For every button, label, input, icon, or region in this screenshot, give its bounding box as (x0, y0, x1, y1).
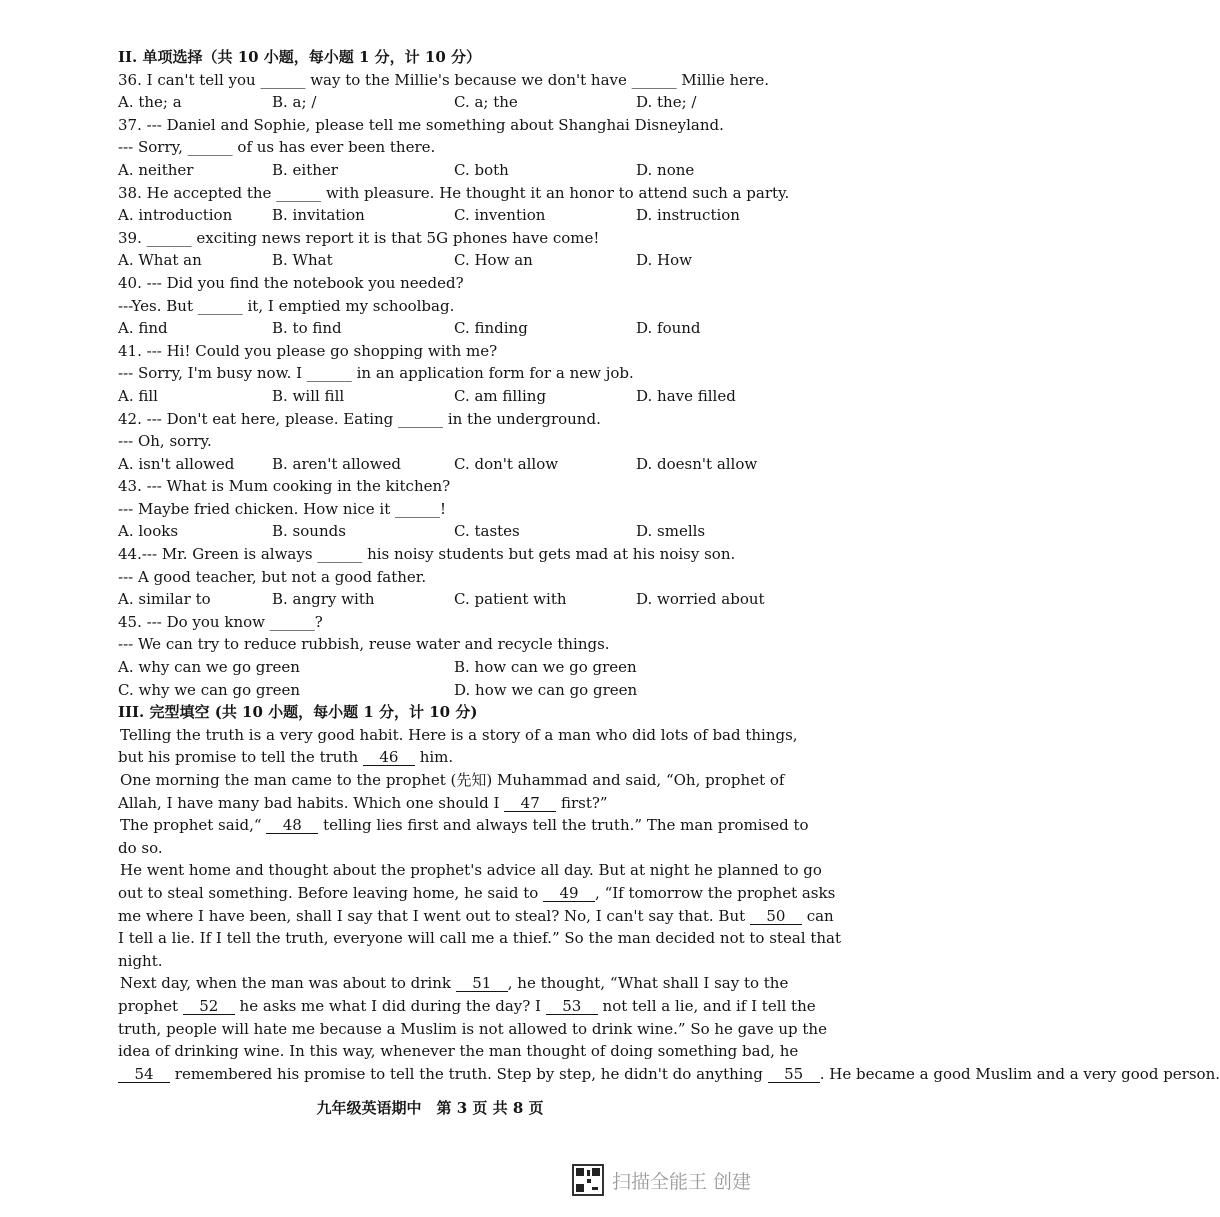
answer-options (118, 159, 788, 182)
cloze-line (118, 837, 788, 860)
cloze-blank-54[interactable]: 54 (118, 1066, 170, 1083)
cloze-line (118, 905, 834, 928)
question-stem: 37. --- Daniel and Sophie, please tell me something about Shanghai Disneyland. (118, 115, 724, 134)
answer-option[interactable]: B. angry with (272, 590, 375, 609)
cloze-line (118, 1018, 827, 1041)
answer-option[interactable]: D. worried about (636, 590, 765, 609)
answer-option[interactable]: D. how we can go green (454, 680, 638, 699)
cloze-text: first?” (560, 793, 608, 812)
answer-option[interactable]: A. introduction (118, 206, 233, 225)
cloze-line (118, 927, 841, 950)
watermark-text: 扫描全能王 创建 (612, 1170, 752, 1193)
cloze-text: idea of drinking wine. In this way, whenever the man thought of doing something bad, he (118, 1042, 799, 1061)
question-37 (118, 114, 788, 182)
cloze-blank-48[interactable]: 48 (266, 817, 318, 834)
cloze-text: remembered his promise to tell the truth. Step by step, he didn't do anything (174, 1064, 763, 1083)
answer-option[interactable]: C. don't allow (454, 454, 559, 473)
cloze-line (118, 1040, 799, 1063)
question-dialogue-line: --- A good teacher, but not a good father. (118, 567, 427, 586)
question-dialogue-line: --- Maybe fried chicken. How nice it ______! (118, 499, 447, 518)
cloze-text: can (806, 906, 834, 925)
cloze-blank-55[interactable]: 55 (768, 1066, 820, 1083)
answer-option[interactable]: D. doesn't allow (636, 454, 758, 473)
answer-option[interactable]: D. smells (636, 522, 706, 541)
answer-option[interactable]: A. find (118, 319, 168, 338)
answer-option[interactable]: C. am filling (454, 386, 547, 405)
cloze-text: prophet (118, 996, 178, 1015)
section-ii-title: II. 单项选择（共 10 小题，每小题 1 分，计 10 分） (118, 48, 481, 66)
answer-options (118, 385, 788, 408)
answer-option[interactable]: A. the; a (118, 93, 182, 112)
answer-option[interactable]: B. aren't allowed (272, 454, 402, 473)
answer-option[interactable]: C. invention (454, 206, 546, 225)
cloze-line (118, 769, 788, 792)
answer-option-row (118, 679, 788, 702)
question-36 (118, 69, 788, 114)
cloze-blank-51[interactable]: 51 (456, 975, 508, 992)
cloze-text: , “If tomorrow the prophet asks (595, 883, 836, 902)
cloze-blank-53[interactable]: 53 (546, 998, 598, 1015)
cloze-blank-50[interactable]: 50 (750, 908, 802, 925)
cloze-text: telling lies first and always tell the truth.” The man promised to (323, 816, 809, 835)
question-stem: 44.--- Mr. Green is always ______ his noisy students but gets mad at his noisy son. (118, 545, 736, 564)
cloze-text: he asks me what I did during the day? I (239, 996, 541, 1015)
cloze-text: but his promise to tell the truth (118, 748, 359, 767)
question-stem: 43. --- What is Mum cooking in the kitchen? (118, 477, 451, 496)
answer-option[interactable]: B. how can we go green (454, 658, 637, 677)
question-stem: 45. --- Do you know ______? (118, 612, 323, 631)
question-42 (118, 408, 788, 476)
cloze-passage (118, 724, 1220, 1086)
answer-option[interactable]: B. a; / (272, 93, 317, 112)
answer-option[interactable]: C. why we can go green (118, 680, 301, 699)
answer-option[interactable]: A. What an (118, 251, 202, 270)
cloze-line (118, 1063, 1220, 1086)
cloze-line (118, 859, 822, 882)
question-stem: 41. --- Hi! Could you please go shopping with me? (118, 341, 498, 360)
cloze-line (118, 746, 788, 769)
cloze-text: He went home and thought about the prophet's advice all day. But at night he planned to go (120, 861, 822, 880)
question-stem: 39. ______ exciting news report it is that 5G phones have come! (118, 228, 600, 247)
answer-option[interactable]: A. why can we go green (118, 658, 300, 677)
answer-option[interactable]: D. have filled (636, 386, 736, 405)
cloze-line (118, 724, 798, 747)
question-stem: 36. I can't tell you ______ way to the Millie's because we don't have ______ Millie here. (118, 70, 769, 89)
question-stem: 42. --- Don't eat here, please. Eating ______ in the underground. (118, 409, 601, 428)
question-43 (118, 475, 788, 543)
answer-option[interactable]: B. sounds (272, 522, 346, 541)
cloze-text: , he thought, “What shall I say to the (507, 974, 789, 993)
question-44 (118, 543, 788, 611)
cloze-blank-47[interactable]: 47 (504, 795, 556, 812)
cloze-text: night. (118, 951, 163, 970)
cloze-text: I tell a lie. If I tell the truth, everyone will call me a thief.” So the man decided not to steal that (118, 929, 841, 948)
cloze-text: Allah, I have many bad habits. Which one should I (118, 793, 500, 812)
cloze-blank-46[interactable]: 46 (363, 749, 415, 766)
answer-option[interactable]: A. looks (118, 522, 179, 541)
scanner-watermark (572, 1163, 751, 1197)
answer-option[interactable]: A. similar to (118, 590, 211, 609)
answer-options (118, 91, 788, 114)
answer-option[interactable]: A. neither (118, 160, 194, 179)
cloze-text: do so. (118, 838, 163, 857)
cloze-blank-49[interactable]: 49 (543, 885, 595, 902)
question-stem: 40. --- Did you find the notebook you needed? (118, 273, 464, 292)
answer-options (118, 520, 788, 543)
answer-options (118, 204, 788, 227)
answer-options (118, 588, 788, 611)
cloze-text: him. (419, 748, 454, 767)
answer-options (118, 453, 788, 476)
cloze-text: He became a good Muslim and a very good person. (829, 1064, 1220, 1083)
answer-option-row (118, 656, 788, 679)
cloze-text: . (819, 1064, 825, 1083)
answer-option[interactable]: D. instruction (636, 206, 740, 225)
answer-option[interactable]: A. fill (118, 386, 158, 405)
answer-option[interactable]: C. a; the (454, 93, 518, 112)
answer-option[interactable]: C. finding (454, 319, 528, 338)
answer-option[interactable]: D. none (636, 160, 695, 179)
answer-option[interactable]: B. invitation (272, 206, 365, 225)
answer-option[interactable]: C. patient with (454, 590, 567, 609)
answer-option[interactable]: B. to find (272, 319, 342, 338)
question-dialogue-line: ---Yes. But ______ it, I emptied my schoolbag. (118, 296, 455, 315)
question-list (118, 69, 788, 702)
cloze-line (118, 882, 836, 905)
answer-option[interactable]: D. How (636, 251, 692, 270)
cloze-text: me where I have been, shall I say that I went out to steal? No, I can't say that. But (118, 906, 746, 925)
cloze-line (118, 972, 788, 995)
question-dialogue-line: --- Oh, sorry. (118, 432, 212, 451)
cloze-text: The prophet said,“ (120, 816, 262, 835)
answer-options (118, 249, 788, 272)
question-45 (118, 611, 788, 701)
section-iii-title: III. 完型填空 (共 10 小题，每小题 1 分，计 10 分) (118, 703, 478, 722)
answer-options (118, 317, 788, 340)
cloze-line (118, 792, 788, 815)
answer-option[interactable]: D. the; / (636, 93, 697, 112)
answer-option[interactable]: C. tastes (454, 522, 520, 541)
answer-option[interactable]: D. found (636, 319, 701, 338)
question-dialogue-line: --- We can try to reduce rubbish, reuse water and recycle things. (118, 635, 610, 654)
question-39 (118, 227, 788, 272)
cloze-text: Next day, when the man was about to drink (120, 974, 451, 993)
question-stem: 38. He accepted the ______ with pleasure. He thought it an honor to attend such a party. (118, 183, 790, 202)
answer-option[interactable]: C. both (454, 160, 509, 179)
question-38 (118, 182, 788, 227)
qr-code-icon (572, 1164, 604, 1196)
answer-option[interactable]: B. either (272, 160, 338, 179)
question-41 (118, 340, 788, 408)
question-dialogue-line: --- Sorry, I'm busy now. I ______ in an application form for a new job. (118, 364, 634, 383)
cloze-text: out to steal something. Before leaving home, he said to (118, 883, 539, 902)
cloze-line (118, 814, 809, 837)
answer-option[interactable]: C. How an (454, 251, 533, 270)
answer-option[interactable]: B. What (272, 251, 333, 270)
cloze-text: One morning the man came to the prophet (先知) Muhammad and said, “Oh, prophet of (120, 771, 785, 789)
answer-option[interactable]: A. isn't allowed (118, 454, 235, 473)
cloze-text: not tell a lie, and if I tell the (602, 996, 816, 1015)
page-footer: 九年级英语期中 第 3 页 共 8 页 (316, 1099, 544, 1117)
answer-option[interactable]: B. will fill (272, 386, 345, 405)
cloze-blank-52[interactable]: 52 (183, 998, 235, 1015)
exam-sheet (118, 46, 1220, 1085)
cloze-line (118, 950, 788, 973)
question-dialogue-line: --- Sorry, ______ of us has ever been there. (118, 138, 436, 157)
cloze-text: Telling the truth is a very good habit. Here is a story of a man who did lots of bad things, (120, 725, 798, 744)
cloze-text: truth, people will hate me because a Muslim is not allowed to drink wine.” So he gave up the (118, 1019, 827, 1038)
cloze-line (118, 995, 816, 1018)
question-40 (118, 272, 788, 340)
